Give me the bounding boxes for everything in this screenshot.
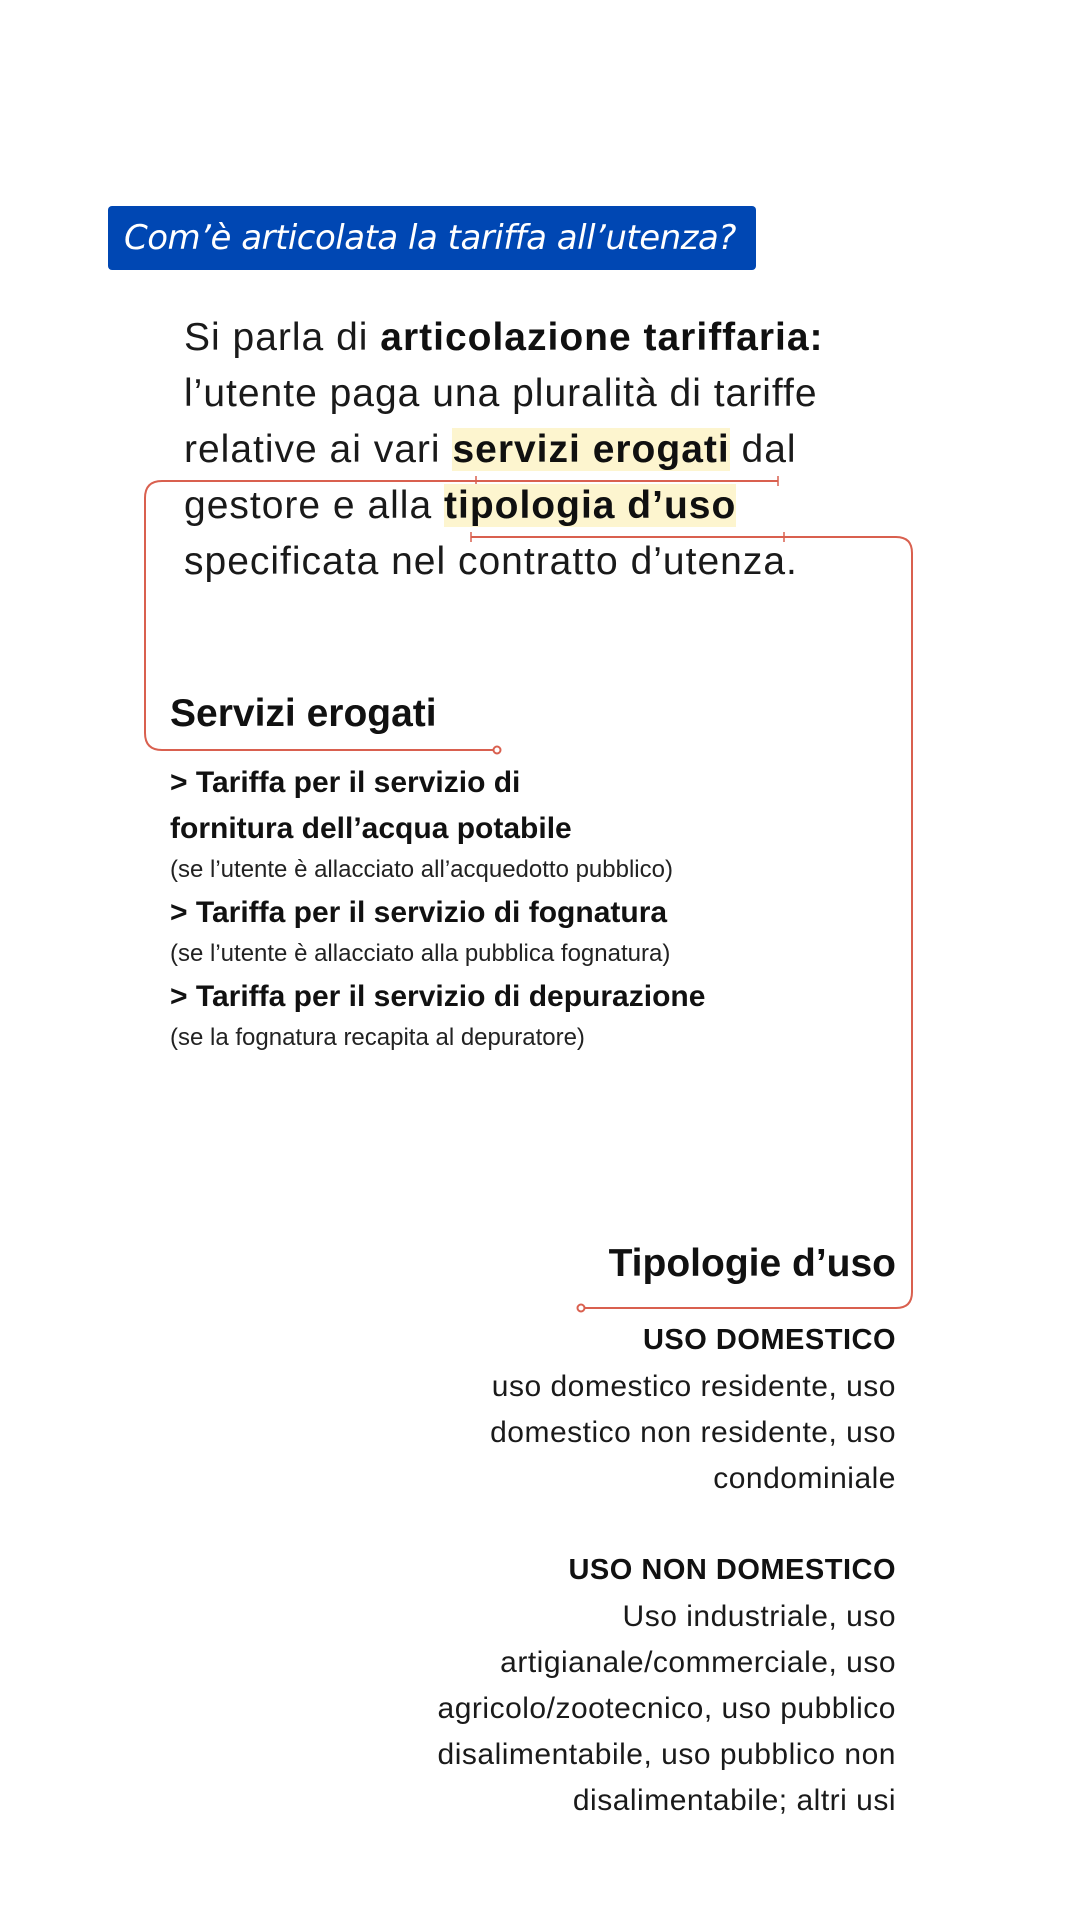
usage-non-domestic-heading: USO NON DOMESTICO bbox=[568, 1554, 896, 1586]
service-name-line: > Tariffa per il servizio di fognatura bbox=[170, 896, 668, 929]
intro-text: gestore e alla bbox=[184, 484, 444, 527]
usage-line: artigianale/commerciale, uso bbox=[500, 1646, 896, 1679]
usage-non-domestic-description bbox=[196, 1594, 896, 1824]
service-name bbox=[170, 760, 930, 852]
intro-line-3 bbox=[184, 422, 944, 478]
service-note: (se la fognatura recapita al depuratore) bbox=[170, 1024, 585, 1051]
intro-text: Si parla di bbox=[184, 316, 381, 359]
usage-list bbox=[196, 1316, 896, 1868]
usage-domestic bbox=[196, 1316, 896, 1502]
intro-text: relative ai vari bbox=[184, 428, 453, 471]
services-list bbox=[170, 760, 930, 1058]
usage-line: uso domestico residente, uso bbox=[491, 1370, 896, 1403]
intro-line-5: specificata nel contratto d’utenza. bbox=[184, 540, 798, 583]
usage-non-domestic bbox=[196, 1546, 896, 1824]
intro-line-4 bbox=[184, 478, 944, 534]
service-name bbox=[170, 890, 930, 936]
service-name-line: > Tariffa per il servizio di bbox=[170, 766, 521, 799]
services-title: Servizi erogati bbox=[170, 692, 437, 735]
connector-tipologia-end bbox=[578, 1305, 585, 1312]
usage-domestic-heading: USO DOMESTICO bbox=[642, 1324, 896, 1356]
service-name-line: > Tariffa per il servizio di depurazione bbox=[170, 980, 706, 1013]
service-name-line: fornitura dell’acqua potabile bbox=[170, 812, 572, 845]
service-item-acqua bbox=[170, 760, 930, 888]
usage-line: disalimentabile, uso pubblico non bbox=[437, 1738, 896, 1771]
intro-bold-term: articolazione tariffaria: bbox=[380, 316, 824, 359]
usage-line: agricolo/zootecnico, uso pubblico bbox=[437, 1692, 896, 1725]
intro-text: dal bbox=[729, 428, 797, 471]
usage-line: Uso industriale, uso bbox=[622, 1600, 896, 1633]
service-note: (se l’utente è allacciato all’acquedotto pubblico) bbox=[170, 856, 673, 883]
service-note: (se l’utente è allacciato alla pubblica fognatura) bbox=[170, 940, 671, 967]
intro-paragraph bbox=[184, 310, 944, 590]
usage-line: disalimentabile; altri usi bbox=[572, 1784, 896, 1817]
page-title: Com’è articolata la tariffa all’utenza? bbox=[124, 218, 736, 258]
intro-line-1 bbox=[184, 310, 944, 366]
usage-title: Tipologie d’uso bbox=[608, 1242, 896, 1285]
connector-servizi-end bbox=[494, 747, 501, 754]
service-item-fognatura bbox=[170, 890, 930, 972]
title-badge bbox=[108, 206, 756, 270]
highlight-tipologia-uso: tipologia d’uso bbox=[444, 484, 737, 527]
usage-domestic-description bbox=[196, 1364, 896, 1502]
service-item-depurazione bbox=[170, 974, 930, 1056]
intro-line-2: l’utente paga una pluralità di tariffe bbox=[184, 372, 818, 415]
usage-line: domestico non residente, uso bbox=[490, 1416, 896, 1449]
highlight-servizi-erogati: servizi erogati bbox=[452, 428, 730, 471]
service-name bbox=[170, 974, 930, 1020]
usage-line: condominiale bbox=[713, 1462, 896, 1495]
